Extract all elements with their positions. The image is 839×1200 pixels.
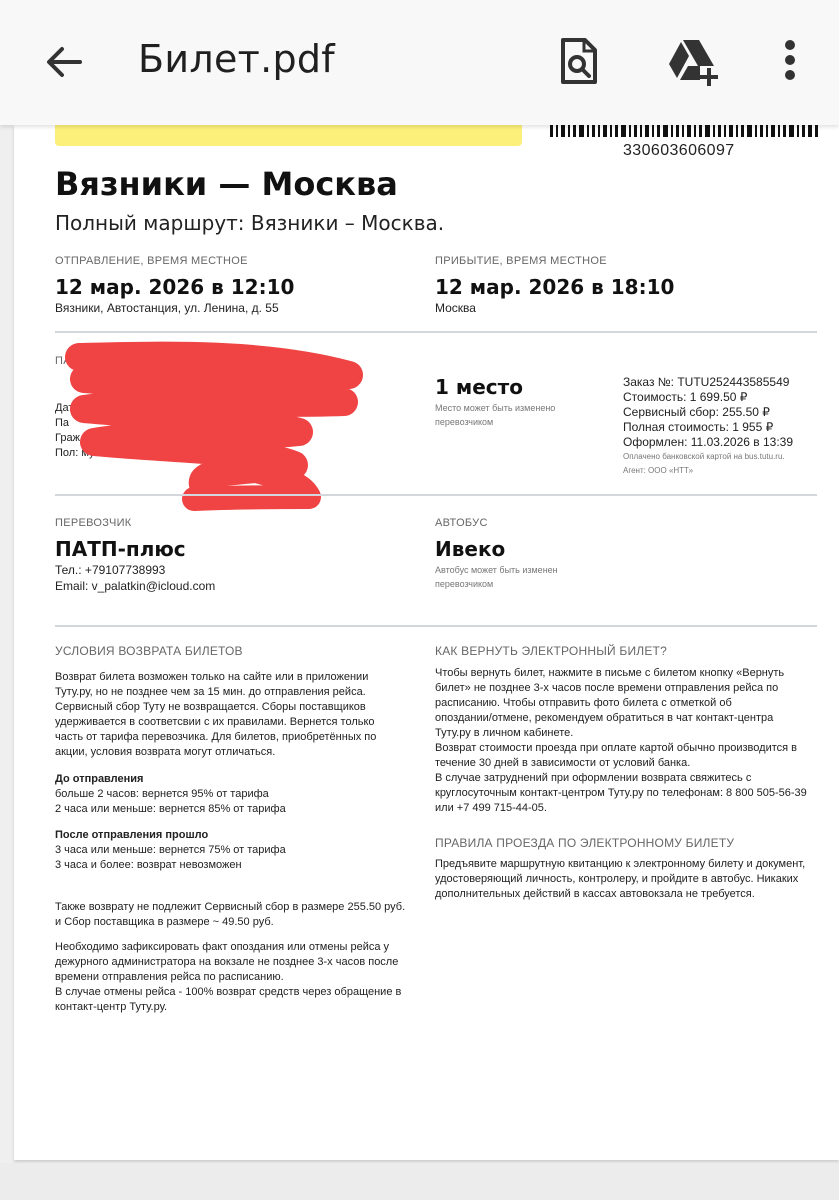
more-vert-icon: [770, 36, 810, 86]
departure-place: Вязники, Автостанция, ул. Ленина, д. 55: [55, 301, 279, 315]
order-service-fee: Сервисный сбор: 255.50 ₽: [623, 405, 770, 419]
text-line: Предъявите маршрутную квитанцию к электронному билету и документ,: [435, 858, 806, 870]
text-line: акции, условия возврата могут отличаться.: [55, 746, 276, 758]
refund-after-section: [55, 828, 286, 873]
text-line: дежурного администратора на вокзале не позднее 3-х часов после: [55, 956, 399, 968]
refund-heading: УСЛОВИЯ ВОЗВРАТА БИЛЕТОВ: [55, 644, 243, 658]
text-line: 3 часа и более: возврат невозможен: [55, 859, 242, 871]
document-title: Билет.pdf: [138, 37, 335, 81]
bus-note-line-2: перевозчиком: [435, 579, 494, 589]
more-options-button[interactable]: [770, 36, 810, 86]
text-line: и Сбор поставщика в размере ~ 49.50 руб.: [55, 916, 274, 928]
route-title: Вязники — Москва: [55, 165, 398, 203]
text-line: Туту.ру, но не позднее чем за 15 мин. до отправления рейса.: [55, 686, 366, 698]
bus-label: АВТОБУС: [435, 517, 488, 529]
text-line: 2 часа или меньше: вернется 85% от тарифа: [55, 803, 286, 815]
bus-name: Ивеко: [435, 537, 506, 561]
text-line: или +7 499 715-44-05.: [435, 802, 547, 814]
file-search-icon: [555, 36, 605, 86]
text-line: Возврат стоимости проезда при оплате картой обычно производится в: [435, 742, 797, 754]
text-line: 3 часа или меньше: вернется 75% от тарифа: [55, 844, 286, 856]
rules-heading: ПРАВИЛА ПРОЕЗДА ПО ЭЛЕКТРОННОМУ БИЛЕТУ: [435, 836, 735, 850]
drive-add-icon: [666, 36, 720, 86]
text-line: дополнительных действий в кассах автовокзала не требуется.: [435, 888, 755, 900]
text-line: времени отправления рейса по расписанию.: [55, 971, 284, 983]
carrier-name: ПАТП-плюс: [55, 537, 186, 561]
text-line: течение 30 дней в зависимости от условий банка.: [435, 757, 691, 769]
passenger-gender: Пол: мужчин: [55, 447, 120, 459]
arrival-label: ПРИБЫТИЕ, ВРЕМЯ МЕСТНОЕ: [435, 255, 607, 267]
arrow-left-icon: [40, 38, 88, 86]
carrier-phone: Тел.: +79107738993: [55, 563, 166, 577]
passenger-line-2: Па: [55, 417, 70, 429]
text-line: удерживается в соответсвии с их правилами. Вернется только: [55, 716, 375, 728]
refund-before-heading: До отправления: [55, 773, 144, 785]
text-line: Чтобы вернуть билет, нажмите в письме с билетом кнопку «Вернуть: [435, 667, 785, 679]
text-line: Туту.ру в личном кабинете.: [435, 727, 574, 739]
text-line: Также возврату не подлежит Сервисный сбор в размере 255.50 руб.: [55, 901, 406, 913]
order-number: Заказ №: TUTU252443585549: [623, 375, 790, 389]
order-issued: Оформлен: 11.03.2026 в 13:39: [623, 435, 794, 449]
text-line: удостоверяющий личность, контролеру, и пройдите в автобус. Никаких: [435, 873, 799, 885]
text-line: Сервисный сбор Туту не возвращается. Сборы поставщиков: [55, 701, 366, 713]
text-line: Необходимо зафиксировать факт опоздания или отмены рейса у: [55, 941, 390, 953]
arrival-place: Москва: [435, 301, 476, 315]
order-paid: Оплачено банковской картой на bus.tutu.ru.: [623, 452, 785, 461]
find-in-document-button[interactable]: [555, 36, 605, 86]
refund-before-section: [55, 772, 286, 817]
refund-after-heading: После отправления прошло: [55, 829, 209, 841]
text-line: больше 2 часов: вернется 95% от тарифа: [55, 788, 269, 800]
ticket-number: 330603606097: [623, 142, 735, 159]
refund-paragraph-2: [55, 900, 405, 930]
departure-label: ОТПРАВЛЕНИЕ, ВРЕМЯ МЕСТНОЕ: [55, 255, 248, 267]
app-bar: [0, 0, 839, 125]
divider: [55, 625, 817, 627]
barcode: [550, 125, 820, 137]
order-total: Полная стоимость: 1 955 ₽: [623, 420, 774, 434]
text-line: Возврат билета возможен только на сайте или в приложении: [55, 671, 369, 683]
redaction-scribble: [44, 347, 374, 502]
order-summary: [623, 375, 793, 477]
text-line: часть от тарифа перевозчика. Для билетов, приобретённых по: [55, 731, 377, 743]
rules-text: [435, 857, 805, 902]
order-cost: Стоимость: 1 699.50 ₽: [623, 390, 748, 404]
how-return-text: [435, 666, 807, 816]
seat-number: 1 место: [435, 375, 523, 399]
route-full: Полный маршрут: Вязники – Москва.: [55, 211, 445, 235]
departure-datetime: 12 мар. 2026 в 12:10: [55, 275, 295, 299]
passenger-line-1: Дата: [55, 402, 80, 414]
text-line: билет» не позднее 3-х часов после времени отправления рейса по: [435, 682, 779, 694]
bus-note-line-1: Автобус может быть изменен: [435, 565, 558, 575]
refund-paragraph-3: [55, 940, 401, 1015]
carrier-label: ПЕРЕВОЗЧИК: [55, 517, 132, 529]
text-line: опоздании/отмене, рекомендуем обратиться в чат контакт-центра: [435, 712, 774, 724]
divider: [55, 331, 817, 333]
refund-paragraph-1: [55, 670, 376, 760]
divider: [55, 494, 817, 496]
how-return-heading: КАК ВЕРНУТЬ ЭЛЕКТРОННЫЙ БИЛЕТ?: [435, 644, 667, 658]
add-to-drive-button[interactable]: [666, 36, 720, 86]
passenger-line-3: Граж: [55, 432, 80, 444]
arrival-datetime: 12 мар. 2026 в 18:10: [435, 275, 675, 299]
text-line: круглосуточным контакт-центром Туту.ру по телефонам: 8 800 505-56-39: [435, 787, 807, 799]
carrier-email: Email: v_palatkin@icloud.com: [55, 579, 216, 593]
text-line: расписанию. Чтобы отправить фото билета с отметкой об: [435, 697, 732, 709]
text-line: контакт-центр Туту.ру.: [55, 1001, 168, 1013]
text-line: В случае затруднений при оформлении возврата свяжитесь с: [435, 772, 752, 784]
order-agent: Агент: ООО «НТТ»: [623, 466, 694, 475]
passenger-label: ПАССАЖИР: [55, 355, 121, 367]
seat-note-line-1: Место может быть изменено: [435, 403, 556, 413]
text-line: В случае отмены рейса - 100% возврат средств через обращение в: [55, 986, 402, 998]
pdf-page[interactable]: [14, 125, 839, 1160]
next-page-edge: [0, 1163, 839, 1200]
seat-note-line-2: перевозчиком: [435, 417, 494, 427]
back-button[interactable]: [40, 38, 88, 86]
